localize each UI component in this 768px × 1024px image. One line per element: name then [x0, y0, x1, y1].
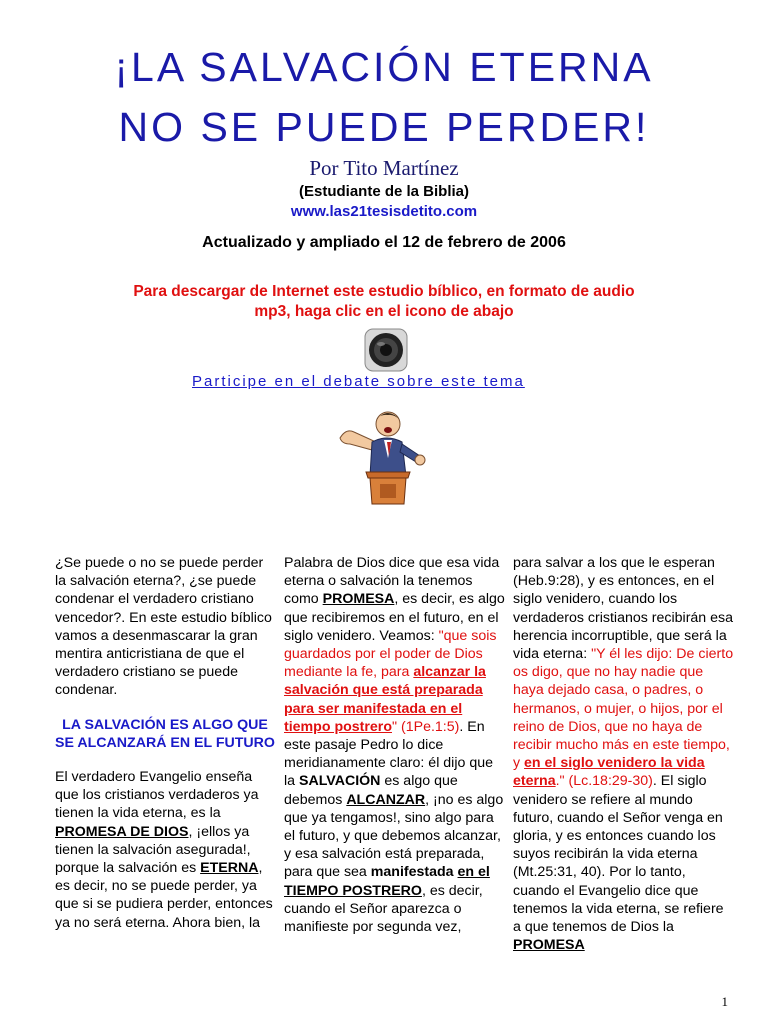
title-line-1: ¡LA SALVACIÓN ETERNA	[114, 44, 654, 90]
promesa-emphasis: PROMESA	[322, 591, 395, 608]
author-role: (Estudiante de la Biblia)	[298, 183, 470, 200]
promesa-emphasis: PROMESA	[513, 937, 585, 954]
author: Por Tito Martínez	[309, 156, 459, 180]
download-notice	[0, 282, 768, 322]
paragraph-evangelio: El verdadero Evangelio enseña que los cristianos verdaderos ya tienen la vida eterna, es la PROMESA DE DIOS, ¡ellos ya tienen la salvación asegurada!, porque la salvación es ETERNA, es decir, no se puede perder, ya que si se pudiera perder, entonces ya no será eterna. Ahora bien, la	[55, 769, 273, 931]
intro-paragraph: ¿Se puede o no se puede perder la salvación eterna?, ¿se puede condenar el verdadero cristiano vencedor?. En este estudio bíblico vamos a desenmascarar la gran mentira anticristiana de que el verdadero cristiano se puede condenar.	[55, 555, 272, 699]
bible-reference: ." (Lc.18:29-30)	[555, 773, 653, 790]
paragraph-promesa: Palabra de Dios dice que esa vida eterna o salvación la tenemos como PROMESA, es decir, es algo que recibiremos en el futuro, en el siglo venidero. Veamos: "que sois guardados por el poder de Dios mediante la fe, para alcanzar la salvación que está preparada para ser manifestada en el tiempo postrero" (1Pe.1:5). En este pasaje Pedro lo dice meridianamente claro: él dijo que la SALVACIÓN es algo que debemos ALCANZAR, ¡no es algo que ya tengamos!, sino algo para el futuro, y que debemos alcanzar, y esa salvación está preparada, para que sea manifestada en el TIEMPO POSTRERO, es decir, cuando el Señor aparezca o manifieste por segunda vez,	[284, 555, 505, 936]
promesa-emphasis: PROMESA DE DIOS	[55, 823, 189, 840]
bible-reference: (1Pe.1:5)	[397, 718, 460, 735]
text-column-1	[55, 554, 275, 932]
bible-quote: "Y él les dijo: De cierto os digo, que no hay nadie que haya dejado casa, o padres, o hermanos, o mujer, o hijos, por el reino de Dios, que no haya de recibir mucho más en este tiempo, y	[513, 646, 734, 772]
alcanzar-emphasis: ALCANZAR	[346, 791, 426, 808]
page-number: 1	[721, 994, 728, 1009]
updated-date: Actualizado y ampliado el 12 de febrero de 2006	[202, 234, 566, 251]
download-line-1: Para descargar de Internet este estudio bíblico, en formato de audio	[133, 283, 635, 300]
tiempo-postrero-emphasis: en el TIEMPO POSTRERO	[284, 864, 490, 899]
bible-quote: "que sois guardados por el poder de Dios mediante la fe, para	[284, 627, 497, 681]
bible-quote-emphasis: en el siglo venidero la vida eterna	[513, 755, 705, 790]
preacher-clipart-icon	[332, 398, 442, 508]
salvacion-emphasis: SALVACIÓN	[298, 773, 381, 790]
debate-link[interactable]: Participe en el debate sobre este tema	[192, 373, 525, 390]
paragraph-siglo-venidero: para salvar a los que le esperan (Heb.9:28), y es entonces, en el siglo venidero, cuando los verdaderos cristianos recibirán esa herencia incorruptible, que será la vida eterna: "Y él les dijo: De cierto os digo, que no hay nadie que haya dejado casa, o padres, o hermanos, o mujer, o hijos, por el reino de Dios, que no haya de recibir mucho más en este tiempo, y en el siglo venidero la vida eterna." (Lc.18:29-30). El siglo venidero se refiere al mundo futuro, cuando el Señor venga en gloria, y es entonces cuando los suyos recibirán la vida eterna (Mt.25:31, 40). Por lo tanto, cuando el Evangelio dice que tenemos la vida eterna, se refiere a que tenemos de Dios la PROMESA	[513, 555, 734, 954]
eterna-emphasis: ETERNA	[200, 860, 259, 877]
text-column-3	[513, 554, 735, 954]
section-heading: LA SALVACIÓN ES ALGO QUE SE ALCANZARÁ EN EL FUTURO	[55, 716, 275, 751]
text-column-2	[284, 554, 506, 936]
manifestada-emphasis: manifestada	[370, 864, 454, 881]
bible-quote-emphasis: alcanzar la salvación que está preparada para ser manifestada en el tiempo postrero	[284, 664, 486, 735]
speaker-icon[interactable]	[364, 328, 408, 372]
title-line-2: NO SE PUEDE PERDER!	[118, 104, 650, 150]
website-link[interactable]: www.las21tesisdetito.com	[290, 203, 478, 220]
download-line-2: mp3, haga clic en el icono de abajo	[254, 303, 514, 320]
